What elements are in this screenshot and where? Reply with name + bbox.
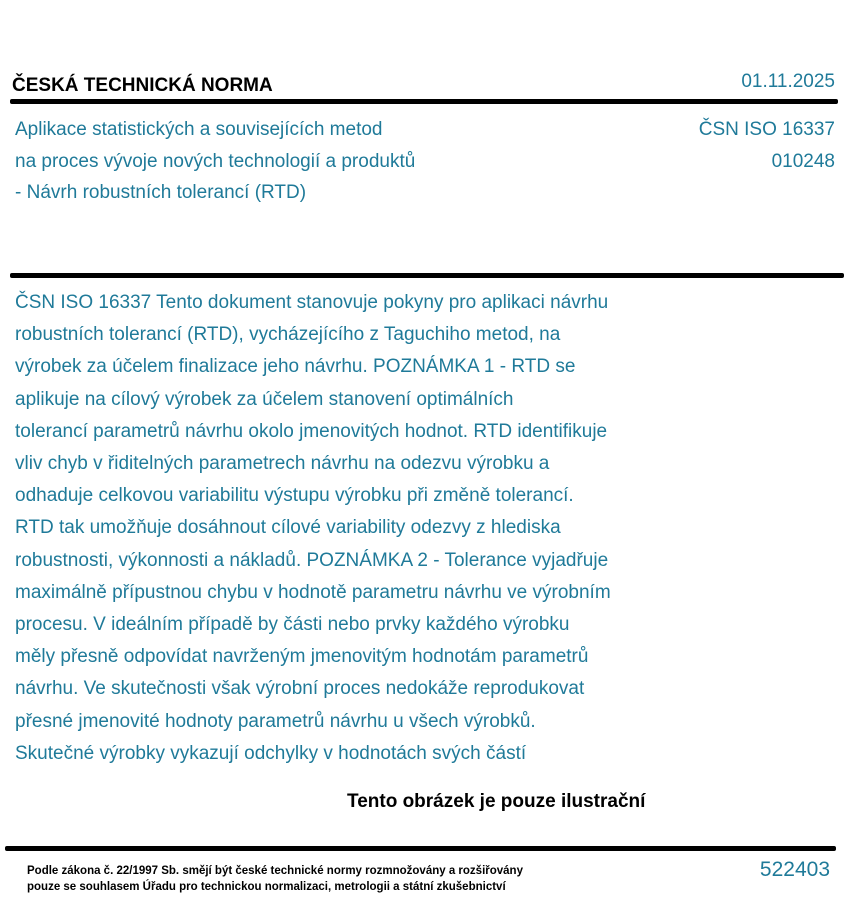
document-codes: [699, 114, 835, 177]
abstract-line: vliv chyb v řiditelných parametrech návrhu na odezvu výrobku a: [15, 453, 550, 475]
abstract-line: výrobek za účelem finalizace jeho návrhu. POZNÁMKA 1 - RTD se: [15, 356, 576, 378]
abstract-line: robustních tolerancí (RTD), vycházejícího z Taguchiho metod, na: [15, 324, 561, 346]
abstract-line: Skutečné výrobky vykazují odchylky v hodnotách svých částí: [15, 742, 527, 764]
document-title: [15, 114, 415, 209]
publication-date: 01.11.2025: [741, 71, 835, 92]
title-line: - Návrh robustních tolerancí (RTD): [15, 182, 307, 203]
abstract-line: procesu. V ideálním případě by části nebo prvky každého výrobku: [15, 614, 570, 636]
header-divider: [10, 99, 838, 104]
abstract-line: aplikuje na cílový výrobek za účelem stanovení optimálních: [15, 388, 514, 410]
legal-notice: [27, 863, 523, 895]
abstract-line: měly přesně odpovídat navrženým jmenovitým hodnotám parametrů: [15, 646, 589, 668]
abstract-line: odhaduje celkovou variabilitu výstupu výrobku při změně tolerancí.: [15, 485, 574, 507]
title-line: na proces vývoje nových technologií a produktů: [15, 150, 416, 172]
abstract-line: ČSN ISO 16337 Tento dokument stanovuje pokyny pro aplikaci návrhu: [15, 292, 609, 313]
abstract-line: RTD tak umožňuje dosáhnout cílové variability odezvy z hlediska: [15, 517, 561, 539]
footer-number: 522403: [759, 858, 830, 881]
standard-header-title: ČESKÁ TECHNICKÁ NORMA: [12, 75, 273, 96]
abstract-line: maximálně přípustnou chybu v hodnotě parametru návrhu ve výrobním: [15, 581, 611, 603]
standard-code: ČSN ISO 16337: [698, 119, 835, 140]
illustration-disclaimer: Tento obrázek je pouze ilustrační: [347, 791, 646, 812]
legal-line: Podle zákona č. 22/1997 Sb. smějí být české technické normy rozmnožovány a rozšiřovány: [27, 865, 523, 877]
title-line: Aplikace statistických a souvisejících metod: [15, 119, 383, 140]
abstract-text: [15, 287, 705, 770]
legal-line: pouze se souhlasem Úřadu pro technickou normalizaci, metrologii a státní zkušebnictví: [27, 881, 506, 893]
section-divider: [10, 273, 844, 278]
abstract-line: přesné jmenovité hodnoty parametrů návrhu u všech výrobků.: [15, 710, 536, 732]
class-number: 010248: [771, 150, 835, 172]
abstract-line: návrhu. Ve skutečnosti však výrobní proces nedokáže reprodukovat: [15, 678, 585, 700]
abstract-line: robustnosti, výkonnosti a nákladů. POZNÁMKA 2 - Tolerance vyjadřuje: [15, 549, 609, 571]
abstract-line: tolerancí parametrů návrhu okolo jmenovitých hodnot. RTD identifikuje: [15, 420, 608, 442]
footer-divider: [5, 846, 836, 851]
